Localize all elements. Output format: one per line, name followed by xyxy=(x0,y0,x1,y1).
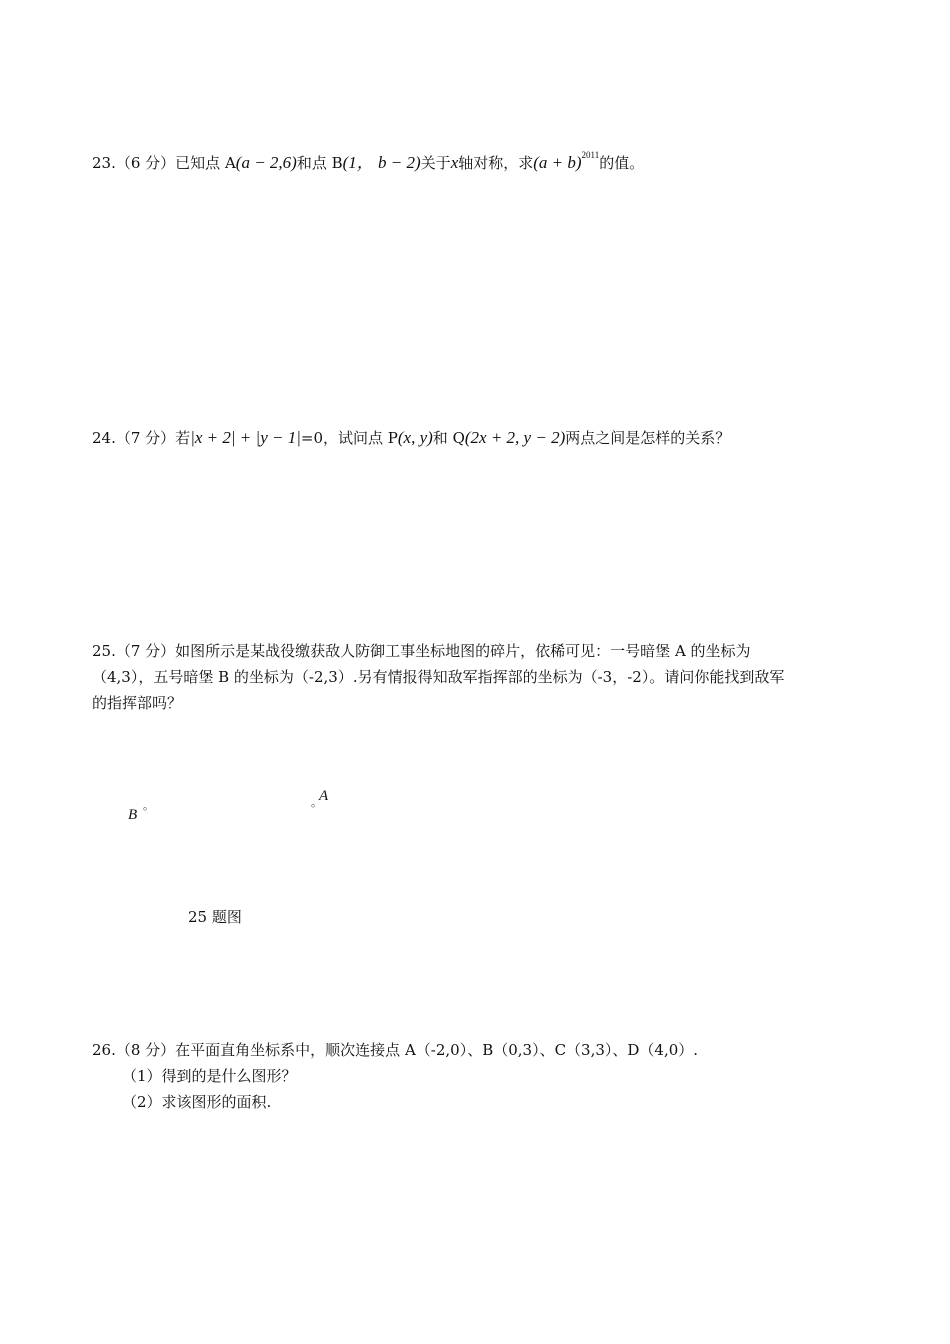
question-number: 23. xyxy=(92,154,116,172)
math-point-p: (x, y) xyxy=(397,428,433,447)
math-point-q: (2x + 2, y − 2) xyxy=(464,428,566,447)
question-text: 已知点 A xyxy=(175,154,236,172)
question-text: 在平面直角坐标系中，顺次连接点 A（-2,0）、B（0,3）、C（3,3）、D（4,0）. xyxy=(175,1041,699,1059)
point-a-label: A xyxy=(319,788,329,804)
question-25-line-2: （4,3），五号暗堡 B 的坐标为（-2,3）.另有情报得知敌军指挥部的坐标为（-3，-2）。请问你能找到敌军 xyxy=(92,668,785,686)
point-b-marker: 。 xyxy=(143,799,154,812)
question-text: 两点之间是怎样的关系？ xyxy=(565,429,731,447)
question-points: （7 分） xyxy=(115,429,176,447)
question-points: （8 分） xyxy=(115,1041,176,1059)
question-text: 若 xyxy=(175,429,191,447)
question-points: （6 分） xyxy=(115,154,176,172)
question-25-line-1 xyxy=(92,638,862,664)
math-axis: x xyxy=(450,153,459,172)
question-number: 26. xyxy=(92,1041,116,1059)
figure-caption: 25 题图 xyxy=(188,908,242,926)
question-26-part-2: （2）求该图形的面积. xyxy=(122,1093,272,1111)
question-25 xyxy=(92,638,862,716)
question-points: （7 分） xyxy=(115,642,176,660)
question-26 xyxy=(92,1040,698,1060)
question-text: 关于 xyxy=(420,154,451,172)
math-point-a: (a − 2,6) xyxy=(235,153,297,172)
question-text: =0，试问点 P xyxy=(300,429,398,447)
math-expression: (a + b) xyxy=(533,153,582,172)
question-23 xyxy=(92,150,645,175)
point-a-marker: 。 xyxy=(311,796,322,809)
question-text: 和点 B xyxy=(296,154,343,172)
math-exponent: 2011 xyxy=(581,150,600,160)
question-number: 24. xyxy=(92,429,116,447)
question-26-part-1: （1）得到的是什么图形？ xyxy=(122,1067,297,1085)
question-text: 如图所示是某战役缴获敌人防御工事坐标地图的碎片，依稀可见：一号暗堡 A 的坐标为 xyxy=(175,642,751,660)
question-text: 轴对称，求 xyxy=(458,154,534,172)
point-b-label: B xyxy=(128,807,138,823)
math-point-b: (1， b − 2) xyxy=(342,153,421,172)
question-24 xyxy=(92,428,730,448)
question-text: 和 Q xyxy=(432,429,465,447)
question-text: 的值。 xyxy=(599,154,645,172)
question-number: 25. xyxy=(92,642,116,660)
math-absolute-expression: |x + 2| + |y − 1| xyxy=(190,428,301,447)
question-25-line-3: 的指挥部吗？ xyxy=(92,694,183,712)
